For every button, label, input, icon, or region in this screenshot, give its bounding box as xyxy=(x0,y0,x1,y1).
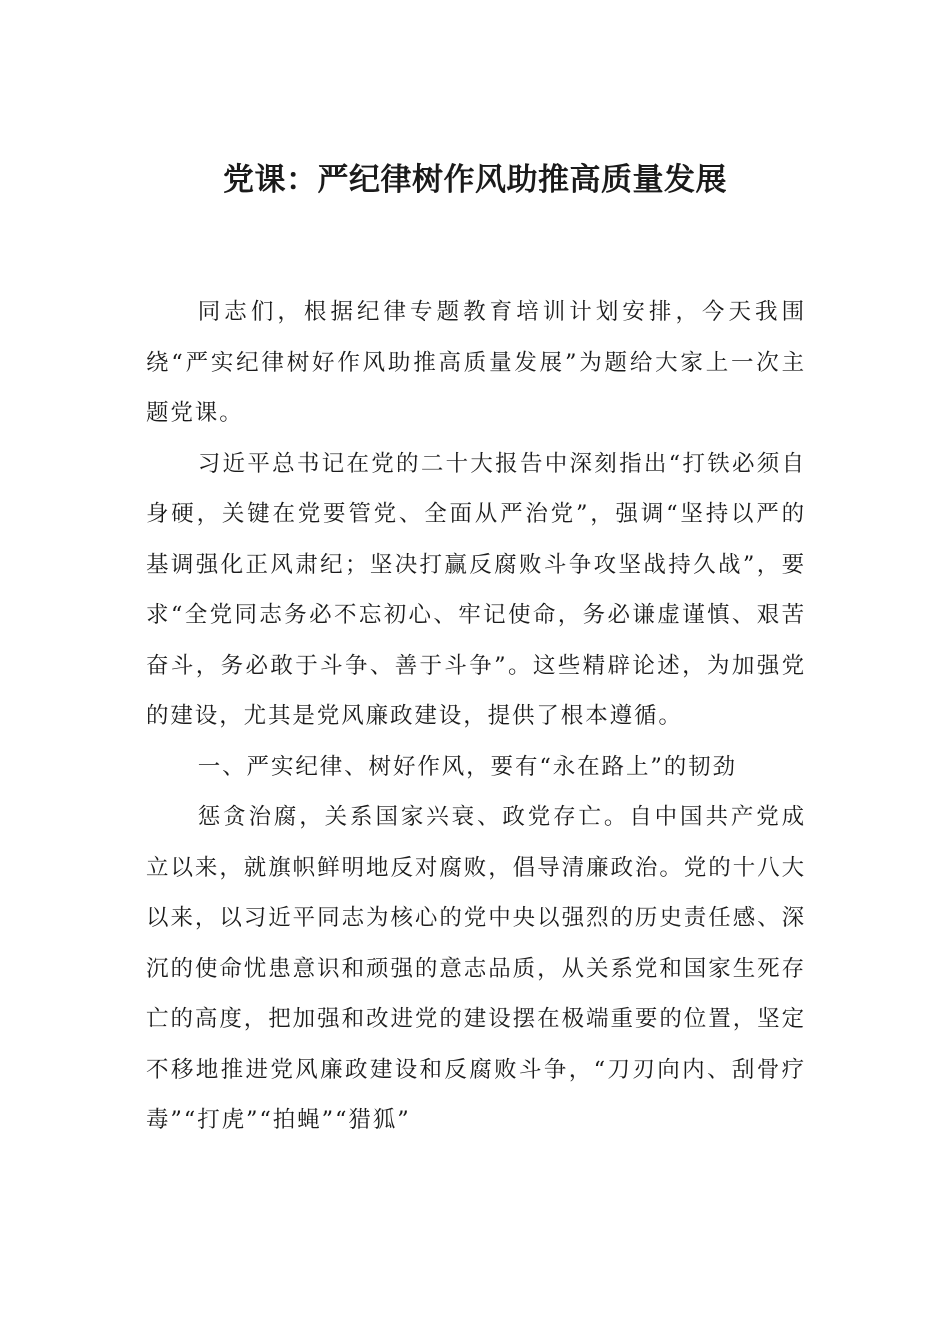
page-title: 党课：严纪律树作风助推高质量发展 xyxy=(223,162,727,198)
section-heading: 一、严实纪律、树好作风，要有“永在路上”的韧劲 xyxy=(197,753,737,780)
paragraph-intro: 同志们，根据纪律专题教育培训计划安排，今天我围绕“严实纪律树好作风助推高质量发展”为题给大家上一次主题党课。 xyxy=(146,299,806,426)
document-body xyxy=(146,287,806,1146)
paragraph-body: 惩贪治腐，关系国家兴衰、政党存亡。自中国共产党成立以来，就旗帜鲜明地反对腐败，倡导清廉政治。党的十八大以来，以习近平同志为核心的党中央以强烈的历史责任感、深沉的使命忧患意识和顽强的意志品质，从关系党和国家生死存亡的高度，把加强和改进党的建设摆在极端重要的位置，坚定不移地推进党风廉政建设和反腐败斗争，“刀刃向内、刮骨疗毒”“打虎”“拍蝇”“猎狐” xyxy=(146,804,806,1133)
paragraph-quote: 习近平总书记在党的二十大报告中深刻指出“打铁必须自身硬，关键在党要管党、全面从严治党”，强调“坚持以严的基调强化正风肃纪；坚决打赢反腐败斗争攻坚战持久战”，要求“全党同志务必不忘初心、牢记使命，务必谦虚谨慎、艰苦奋斗，务必敢于斗争、善于斗争”。这些精辟论述，为加强党的建设，尤其是党风廉政建设，提供了根本遵循。 xyxy=(146,450,806,729)
